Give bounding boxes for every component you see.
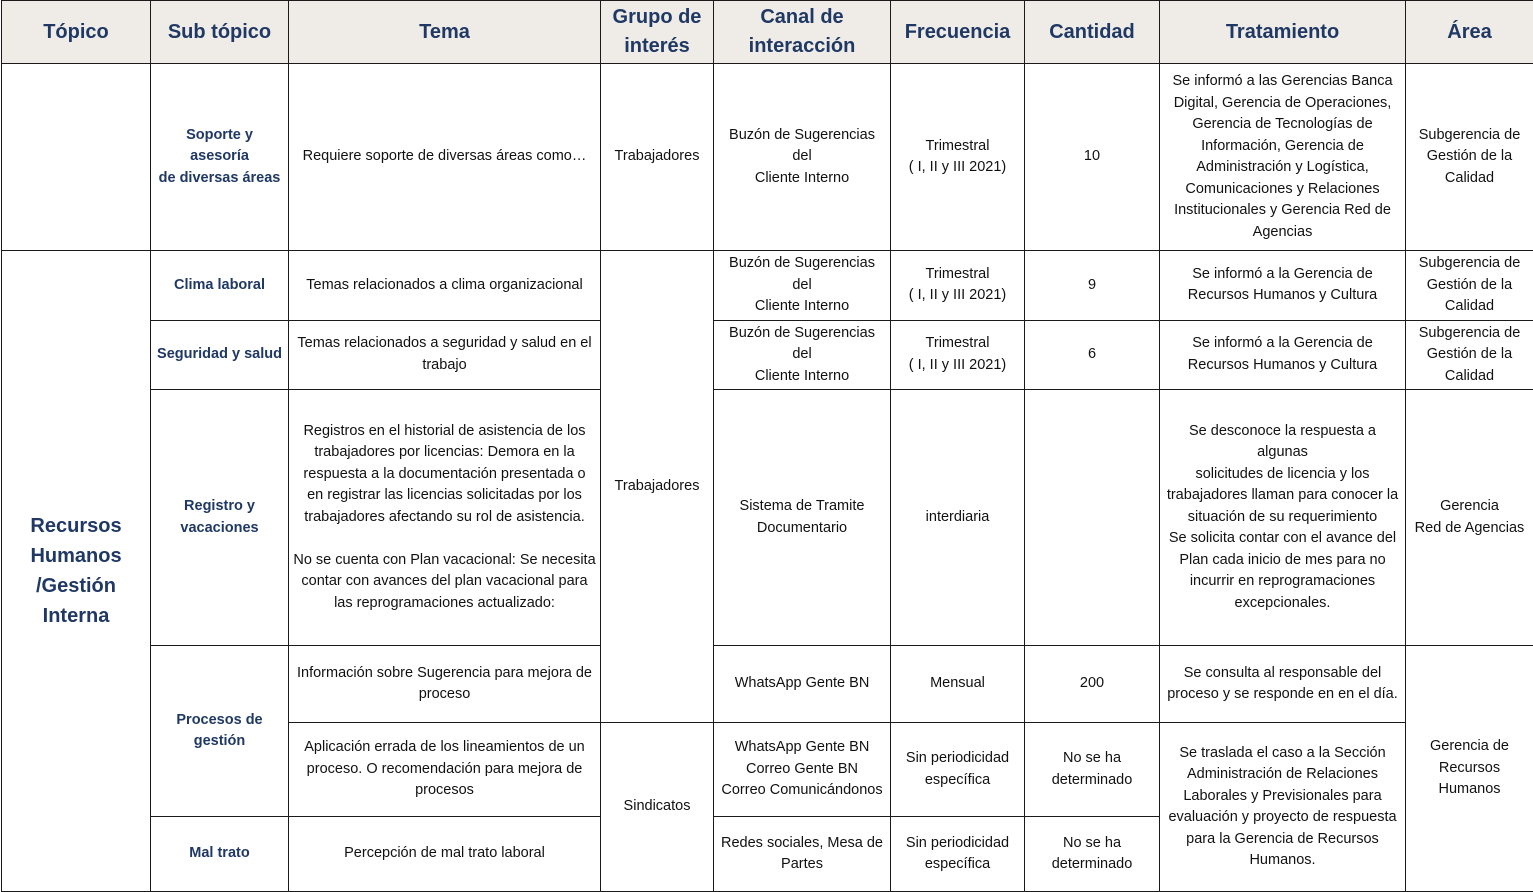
cell-tema: Registros en el historial de asistencia de los trabajadores por licencias: Demora en la respuesta a la documentación presentada o en registrar las licencias solicitadas por los trabajadores afectando su rol de asistencia. No se cuenta con Plan vacacional: Se necesita contar con avances del plan vacacional para las reprogramaciones actualizado: (289, 390, 601, 646)
cell-frecuencia: Sin periodicidad específica (891, 817, 1025, 892)
header-canal-interaccion: Canal de interacción (714, 1, 891, 64)
cell-cantidad: 9 (1025, 251, 1160, 321)
cell-tratamiento: Se informó a las Gerencias Banca Digital, Gerencia de Operaciones, Gerencia de Tecnologías de Información, Gerencia de Administración y Logística, Comunicaciones y Relaciones Institucionales y Gerencia Red de Agencias (1160, 64, 1406, 251)
cell-tema: Información sobre Sugerencia para mejora de proceso (289, 646, 601, 723)
cell-area: Subgerencia de Gestión de la Calidad (1406, 251, 1533, 321)
cell-canal: Buzón de Sugerencias del Cliente Interno (714, 251, 891, 321)
cell-cantidad: 6 (1025, 320, 1160, 390)
header-tratamiento: Tratamiento (1160, 1, 1406, 64)
cell-tema: Temas relacionados a seguridad y salud en el trabajo (289, 320, 601, 390)
header-row (2, 1, 1533, 64)
header-area: Área (1406, 1, 1533, 64)
cell-frecuencia: interdiaria (891, 390, 1025, 646)
cell-canal: WhatsApp Gente BN Correo Gente BN Correo Comunicándonos (714, 723, 891, 817)
table-row-soporte (2, 64, 1533, 251)
header-subtopico: Sub tópico (151, 1, 289, 64)
cell-canal: WhatsApp Gente BN (714, 646, 891, 723)
cell-subtopico: Clima laboral (151, 251, 289, 321)
cell-cantidad (1025, 390, 1160, 646)
cell-area: Gerencia de Recursos Humanos (1406, 646, 1533, 892)
cell-cantidad: No se ha determinado (1025, 817, 1160, 892)
cell-tratamiento: Se traslada el caso a la Sección Administración de Relaciones Laborales y Previsionales para evaluación y proyecto de respuesta para la Gerencia de Recursos Humanos. (1160, 723, 1406, 892)
cell-canal: Buzón de Sugerencias del Cliente Interno (714, 64, 891, 251)
cell-grupo-trabajadores: Trabajadores (601, 251, 714, 723)
cell-canal: Buzón de Sugerencias del Cliente Interno (714, 320, 891, 390)
cell-cantidad: No se ha determinado (1025, 723, 1160, 817)
cell-tema: Temas relacionados a clima organizacional (289, 251, 601, 321)
topics-table (1, 0, 1533, 892)
cell-tema: Aplicación errada de los lineamientos de un proceso. O recomendación para mejora de procesos (289, 723, 601, 817)
header-grupo-interes: Grupo de interés (601, 1, 714, 64)
cell-frecuencia: Trimestral ( I, II y III 2021) (891, 64, 1025, 251)
table-row-seguridad (2, 320, 1533, 390)
cell-subtopico: Seguridad y salud (151, 320, 289, 390)
cell-subtopico: Mal trato (151, 817, 289, 892)
cell-area: Gerencia Red de Agencias (1406, 390, 1533, 646)
cell-tratamiento: Se informó a la Gerencia de Recursos Humanos y Cultura (1160, 320, 1406, 390)
header-tema: Tema (289, 1, 601, 64)
cell-topico (2, 64, 151, 251)
table-row-procesos-1 (2, 646, 1533, 685)
cell-frecuencia: Trimestral ( I, II y III 2021) (891, 251, 1025, 321)
cell-grupo: Trabajadores (601, 64, 714, 251)
header-frecuencia: Frecuencia (891, 1, 1025, 64)
cell-tratamiento: Se consulta al responsable del proceso y se responde en en el día. (1160, 646, 1406, 723)
cell-subtopico: Procesos de gestión (151, 646, 289, 817)
table-row-registro (2, 390, 1533, 646)
cell-area: Subgerencia de Gestión de la Calidad (1406, 320, 1533, 390)
table-row-clima (2, 251, 1533, 321)
cell-tema: Requiere soporte de diversas áreas como… (289, 64, 601, 251)
cell-tratamiento: Se informó a la Gerencia de Recursos Humanos y Cultura (1160, 251, 1406, 321)
cell-tema: Percepción de mal trato laboral (289, 817, 601, 892)
cell-frecuencia: Trimestral ( I, II y III 2021) (891, 320, 1025, 390)
cell-canal: Redes sociales, Mesa de Partes (714, 817, 891, 892)
cell-canal: Sistema de Tramite Documentario (714, 390, 891, 646)
cell-frecuencia: Sin periodicidad específica (891, 723, 1025, 817)
cell-tratamiento: Se desconoce la respuesta a algunas solicitudes de licencia y los trabajadores llaman para conocer la situación de su requerimiento Se solicita contar con el avance del Plan cada inicio de mes para no incurrir en reprogramaciones excepcionales. (1160, 390, 1406, 646)
cell-cantidad: 10 (1025, 64, 1160, 251)
cell-cantidad: 200 (1025, 646, 1160, 723)
header-topico: Tópico (2, 1, 151, 64)
cell-area: Subgerencia de Gestión de la Calidad (1406, 64, 1533, 251)
cell-frecuencia: Mensual (891, 646, 1025, 723)
header-cantidad: Cantidad (1025, 1, 1160, 64)
cell-topico-rrhh: Recursos Humanos /Gestión Interna (2, 251, 151, 892)
cell-subtopico: Soporte y asesoría de diversas áreas (151, 64, 289, 251)
cell-grupo-sindicatos: Sindicatos (601, 723, 714, 892)
cell-subtopico: Registro y vacaciones (151, 390, 289, 646)
